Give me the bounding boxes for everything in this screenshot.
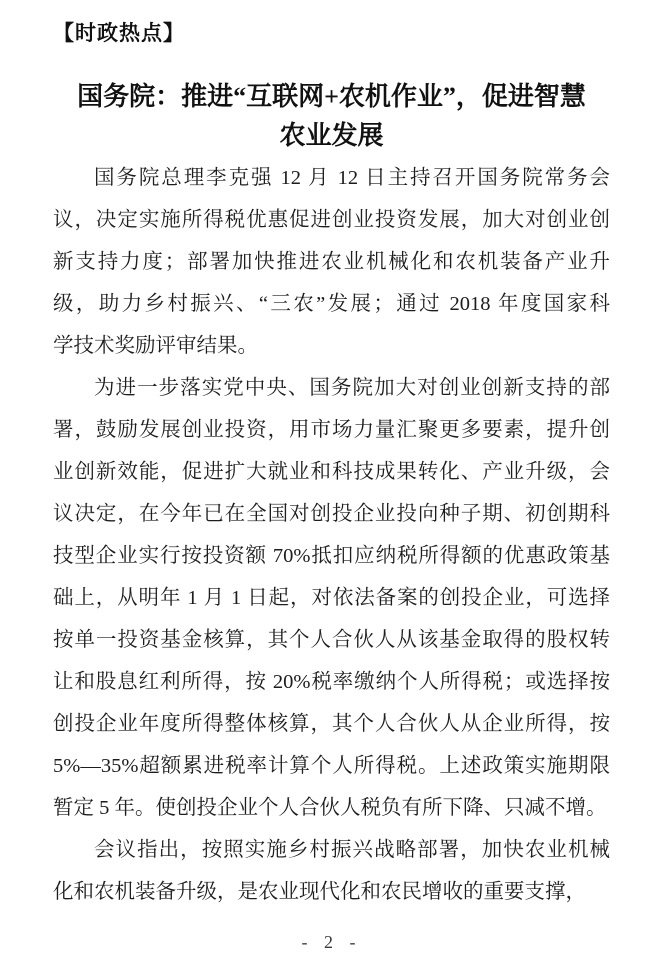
text-line: 议，决定实施所得税优惠促进创业投资发展，加大对创业创 [53, 209, 610, 231]
text-line: 学技术奖励评审结果。 [53, 335, 258, 357]
paragraph-1 [53, 157, 610, 367]
text-line: 业创新效能，促进扩大就业和科技成果转化、产业升级，会 [53, 461, 610, 483]
text-line: 础上，从明年 1 月 1 日起，对依法备案的创投企业，可选择 [53, 587, 610, 609]
paragraph-2 [53, 367, 610, 829]
article-title [53, 77, 610, 155]
text-line: 新支持力度；部署加快推进农业机械化和农机装备产业升 [53, 251, 610, 273]
text-line: 5%—35%超额累进税率计算个人所得税。上述政策实施期限 [53, 755, 610, 777]
text-line: 议决定，在今年已在全国对创投企业投向种子期、初创期科 [53, 503, 610, 525]
text-line: 化和农机装备升级，是农业现代化和农民增收的重要支撑， [53, 881, 586, 903]
text-line: 为进一步落实党中央、国务院加大对创业创新支持的部 [94, 377, 610, 399]
article-body [53, 157, 610, 913]
text-line: 暂定 5 年。使创投企业个人合伙人税负有所下降、只减不增。 [53, 797, 607, 819]
page-number: - 2 - [301, 932, 362, 952]
text-line: 创投企业年度所得整体核算，其个人合伙人从企业所得，按 [53, 713, 610, 735]
article-title-line-1: 国务院：推进“互联网+农机作业”，促进智慧 [77, 82, 586, 111]
text-line: 国务院总理李克强 12 月 12 日主持召开国务院常务会 [94, 167, 610, 189]
article-title-line-2: 农业发展 [279, 121, 384, 150]
text-line: 会议指出，按照实施乡村振兴战略部署，加快农业机械 [94, 839, 610, 861]
section-heading: 【时政热点】 [53, 21, 185, 45]
text-line: 让和股息红利所得，按 20%税率缴纳个人所得税；或选择按 [53, 671, 610, 693]
text-line: 技型企业实行按投资额 70%抵扣应纳税所得额的优惠政策基 [53, 545, 610, 567]
text-line: 按单一投资基金核算，其个人合伙人从该基金取得的股权转 [53, 629, 610, 651]
text-line: 署，鼓励发展创业投资，用市场力量汇聚更多要素，提升创 [53, 419, 610, 441]
text-line: 级，助力乡村振兴、“三农”发展；通过 2018 年度国家科 [53, 293, 610, 315]
paragraph-3 [53, 829, 610, 913]
